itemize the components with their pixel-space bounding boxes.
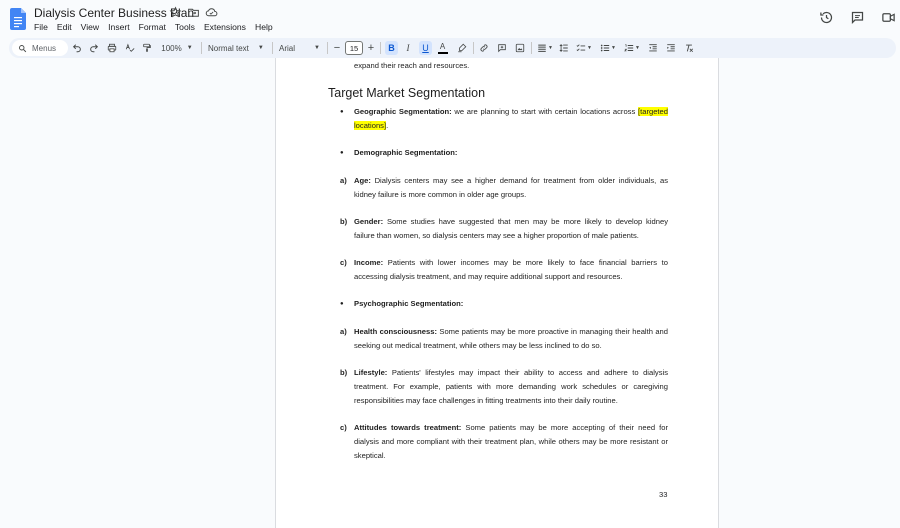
redo-icon <box>89 43 99 53</box>
list-marker-a: a) <box>340 327 347 336</box>
document-title[interactable]: Dialysis Center Business Plan <box>34 6 195 20</box>
underline-button[interactable] <box>419 41 432 55</box>
add-comment-icon <box>497 43 507 53</box>
decrease-indent-button[interactable] <box>647 41 659 55</box>
age-label: Age: <box>354 176 371 185</box>
docs-logo-icon[interactable] <box>10 8 26 30</box>
undo-button[interactable] <box>71 41 83 55</box>
paint-format-button[interactable] <box>141 41 153 55</box>
menu-bar <box>34 22 273 32</box>
minus-icon: − <box>333 42 341 54</box>
age-text: Dialysis centers may see a higher demand for treatment from older individuals, as kidney failure is more common in older age groups. <box>354 176 668 199</box>
numbered-list-button[interactable] <box>623 41 641 55</box>
list-marker-c: c) <box>340 423 347 432</box>
gender-text: Some studies have suggested that men may be more likely to develop kidney failure than women, so dialysis centers may see a higher proportion of male patients. <box>354 217 668 240</box>
comment-icon[interactable] <box>850 10 865 25</box>
income-label: Income: <box>354 258 384 267</box>
numbered-list-icon <box>624 43 634 53</box>
attitudes-label: Attitudes towards treatment: <box>354 423 462 432</box>
paragraph-top-line[interactable]: expand their reach and resources. <box>354 61 470 70</box>
geographic-label: Geographic Segmentation: <box>354 107 452 116</box>
list-marker-c: c) <box>340 258 347 267</box>
underline-icon: U <box>422 43 429 53</box>
insert-comment-button[interactable] <box>496 41 508 55</box>
checklist-button[interactable] <box>575 41 593 55</box>
increase-indent-icon <box>666 43 676 53</box>
clear-formatting-icon <box>684 43 694 53</box>
title-bar <box>0 0 900 38</box>
font-family-value: Arial <box>279 43 296 53</box>
decrease-font-size-button[interactable] <box>332 41 342 55</box>
geographic-period: . <box>386 121 389 130</box>
text-color-icon: A <box>439 42 446 51</box>
menu-format[interactable]: Format <box>138 22 166 32</box>
document-canvas[interactable] <box>0 58 900 528</box>
text-color-button[interactable] <box>436 41 449 55</box>
link-icon <box>479 43 489 53</box>
chevron-down-icon: ▼ <box>548 45 553 51</box>
bulleted-list-icon <box>600 43 610 53</box>
search-icon <box>18 44 27 53</box>
attitudes-text: Some patients may be more accepting of their need for dialysis and more compliant with their treatment plan, while others may be more resistant or skeptical. <box>354 423 668 460</box>
line-spacing-icon <box>559 43 569 53</box>
document-page[interactable] <box>275 58 719 528</box>
zoom-select[interactable] <box>160 41 194 55</box>
paragraph-geographic[interactable] <box>354 105 668 133</box>
plus-icon: + <box>367 42 375 54</box>
highlight-color-button[interactable] <box>456 41 468 55</box>
bold-button[interactable] <box>385 41 398 55</box>
psychographic-label: Psychographic Segmentation: <box>354 299 464 308</box>
list-marker-b: b) <box>340 217 348 226</box>
video-call-icon[interactable] <box>881 10 896 25</box>
bullet-icon: ● <box>340 150 344 156</box>
search-menus-input[interactable] <box>12 40 68 56</box>
folder-move-icon[interactable] <box>187 6 200 19</box>
history-icon[interactable] <box>819 10 834 25</box>
paragraph-gender[interactable] <box>354 215 668 243</box>
section-heading[interactable]: Target Market Segmentation <box>328 86 486 100</box>
chevron-down-icon: ▼ <box>611 45 616 51</box>
print-icon <box>107 43 117 53</box>
paint-format-icon <box>142 43 152 53</box>
spellcheck-button[interactable] <box>124 41 136 55</box>
lifestyle-text: Patients' lifestyles may impact their ability to access and adhere to dialysis treatment. For example, patients with more demanding work schedules or caregiving responsibilities may face challenges in fitting treatments into their daily routine. <box>354 368 668 405</box>
gender-label: Gender: <box>354 217 384 226</box>
page-number: 33 <box>659 490 668 499</box>
paragraph-style-select[interactable] <box>208 41 268 55</box>
zoom-value: 100% <box>161 43 182 53</box>
chevron-down-icon: ▼ <box>186 45 193 51</box>
menu-insert[interactable]: Insert <box>108 22 130 32</box>
paragraph-lifestyle[interactable] <box>354 366 668 408</box>
menu-tools[interactable]: Tools <box>174 22 195 32</box>
clear-formatting-button[interactable] <box>683 41 695 55</box>
lifestyle-label: Lifestyle: <box>354 368 388 377</box>
redo-button[interactable] <box>88 41 100 55</box>
checklist-icon <box>576 43 586 53</box>
align-button[interactable] <box>536 41 554 55</box>
menu-extensions[interactable]: Extensions <box>203 22 246 32</box>
paragraph-style-value: Normal text <box>208 43 249 53</box>
chevron-down-icon: ▼ <box>314 45 320 51</box>
menu-view[interactable]: View <box>80 22 100 32</box>
undo-icon <box>72 43 82 53</box>
bold-icon: B <box>388 43 395 53</box>
toolbar <box>9 38 896 58</box>
bulleted-list-button[interactable] <box>599 41 617 55</box>
search-menus-label: Menus <box>32 43 57 53</box>
italic-icon: I <box>406 43 410 53</box>
menu-file[interactable]: File <box>34 22 48 32</box>
spellcheck-icon <box>125 43 135 53</box>
paragraph-income[interactable] <box>354 256 668 284</box>
menu-edit[interactable]: Edit <box>56 22 72 32</box>
italic-button[interactable] <box>402 41 414 55</box>
list-marker-b: b) <box>340 368 348 377</box>
health-consciousness-label: Health consciousness: <box>354 327 437 336</box>
cloud-status-icon[interactable] <box>205 6 218 19</box>
demographic-label: Demographic Segmentation: <box>354 148 458 157</box>
bullet-icon: ● <box>340 109 344 115</box>
health-consciousness-text: Some patients may be more proactive in managing their health and seeking out medical treatment, while others may be less inclined to do so. <box>354 327 668 350</box>
insert-link-button[interactable] <box>478 41 490 55</box>
geographic-text: we are planning to start with certain locations across <box>451 107 636 116</box>
list-marker-a: a) <box>340 176 347 185</box>
highlighter-icon <box>457 43 467 53</box>
font-family-select[interactable] <box>279 41 323 55</box>
paragraph-attitudes[interactable] <box>354 421 668 463</box>
bullet-icon: ● <box>340 301 344 307</box>
font-size-input[interactable]: 15 <box>345 41 363 55</box>
increase-indent-button[interactable] <box>665 41 677 55</box>
decrease-indent-icon <box>648 43 658 53</box>
targeted-locations-highlight: [targeted locations] <box>354 107 668 130</box>
image-icon <box>515 43 525 53</box>
chevron-down-icon: ▼ <box>257 45 264 51</box>
paragraph-psychographic[interactable] <box>354 297 668 311</box>
star-icon[interactable] <box>169 6 182 19</box>
menu-help[interactable]: Help <box>254 22 273 32</box>
income-text: Patients with lower incomes may be more likely to face financial barriers to accessing dialysis treatment, and may require additional support and resources. <box>354 258 668 281</box>
paragraph-health-consciousness[interactable] <box>354 325 668 353</box>
chevron-down-icon: ▼ <box>635 45 640 51</box>
paragraph-age[interactable] <box>354 174 668 202</box>
increase-font-size-button[interactable] <box>366 41 376 55</box>
paragraph-demographic[interactable] <box>354 146 668 160</box>
chevron-down-icon: ▼ <box>587 45 592 51</box>
print-button[interactable] <box>106 41 118 55</box>
insert-image-button[interactable] <box>514 41 526 55</box>
line-spacing-button[interactable] <box>558 41 570 55</box>
align-justify-icon <box>537 43 547 53</box>
